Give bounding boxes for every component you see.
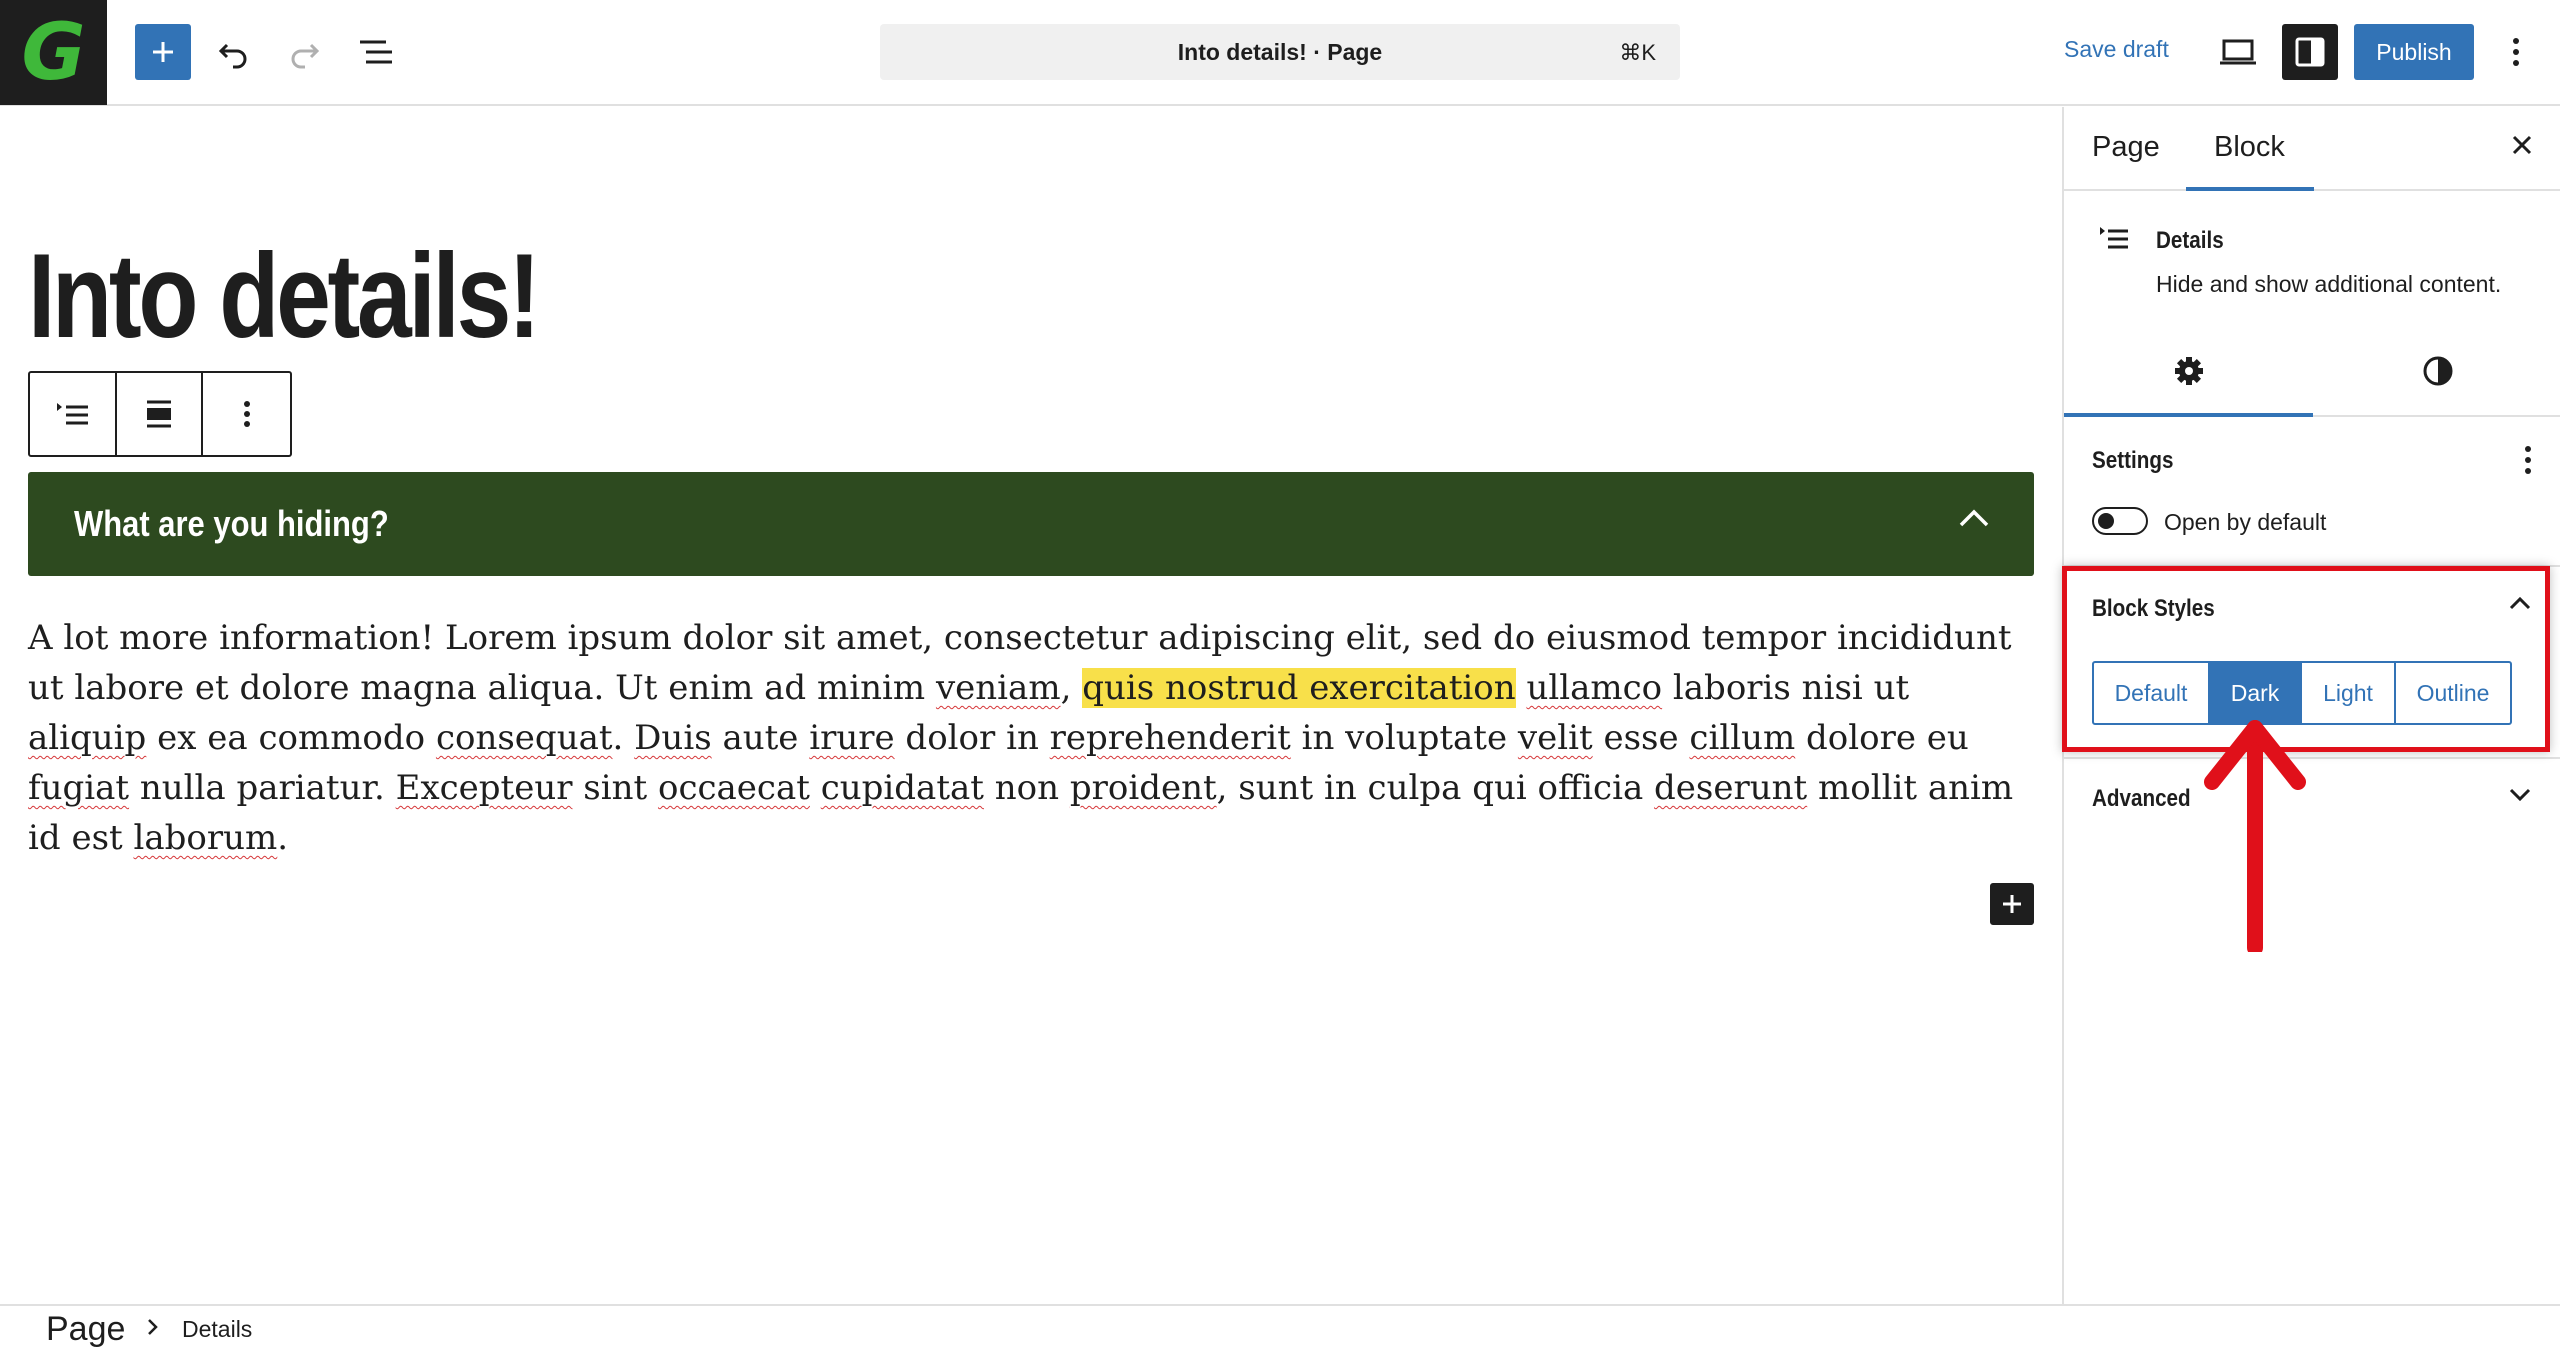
document-overview-button[interactable] bbox=[348, 24, 404, 80]
undo-button[interactable] bbox=[206, 24, 262, 80]
close-icon[interactable] bbox=[2510, 133, 2534, 157]
logo-letter: G bbox=[21, 7, 86, 98]
align-button[interactable] bbox=[117, 373, 204, 455]
details-block-icon bbox=[2098, 225, 2130, 251]
misspelled-word: cillum bbox=[1689, 718, 1796, 758]
misspelled-word: deserunt bbox=[1654, 768, 1808, 808]
plus-icon bbox=[2000, 892, 2024, 916]
settings-sidebar-toggle[interactable] bbox=[2282, 24, 2338, 80]
tab-styles[interactable] bbox=[2313, 325, 2560, 417]
misspelled-word: Duis bbox=[634, 718, 712, 758]
open-by-default-toggle[interactable] bbox=[2092, 507, 2148, 535]
plus-icon bbox=[148, 37, 178, 67]
paragraph-text: non bbox=[983, 768, 1070, 808]
toggle-knob bbox=[2098, 513, 2114, 529]
misspelled-word: consequat bbox=[435, 718, 613, 758]
misspelled-word: aliquip bbox=[28, 718, 147, 758]
misspelled-word: velit bbox=[1517, 718, 1593, 758]
document-title: Into details! · Page bbox=[1177, 38, 1383, 65]
block-type-button[interactable] bbox=[30, 373, 117, 455]
tab-block[interactable]: Block bbox=[2214, 131, 2285, 163]
gear-icon bbox=[2173, 355, 2205, 387]
page-title[interactable]: Into details! bbox=[28, 229, 538, 363]
style-option-default[interactable]: Default bbox=[2094, 663, 2210, 723]
align-wide-icon bbox=[144, 399, 174, 429]
sidebar-tabs bbox=[2064, 107, 2560, 191]
contrast-icon bbox=[2422, 355, 2454, 387]
paragraph-text: mollit anim id est bbox=[28, 768, 2014, 858]
settings-panel-heading: Settings bbox=[2092, 447, 2174, 474]
paragraph-text: A lot more information! Lorem ipsum dolor sit amet, consectetur adipiscing elit, sed do eiusmod tempor incididunt ut labore et dolore magna aliqua. Ut enim ad minim bbox=[28, 618, 2012, 708]
paragraph-text: esse bbox=[1592, 718, 1690, 758]
highlighted-text: quis nostrud exercitation bbox=[1082, 668, 1516, 708]
misspelled-word: proident bbox=[1069, 768, 1217, 808]
preview-button[interactable] bbox=[2210, 24, 2266, 80]
misspelled-word: reprehenderit bbox=[1049, 718, 1291, 758]
publish-button[interactable]: Publish bbox=[2354, 24, 2474, 80]
save-draft-button[interactable]: Save draft bbox=[2064, 36, 2169, 62]
site-logo[interactable] bbox=[0, 0, 107, 105]
misspelled-word: cupidatat bbox=[820, 768, 984, 808]
desktop-icon bbox=[2219, 37, 2257, 67]
more-vertical-icon bbox=[243, 400, 251, 428]
paragraph-text: dolor in bbox=[894, 718, 1050, 758]
details-content-paragraph[interactable] bbox=[28, 613, 2038, 863]
paragraph-text: aute bbox=[711, 718, 810, 758]
block-card-title: Details bbox=[2156, 227, 2224, 254]
annotation-arrow-icon bbox=[2200, 700, 2310, 952]
details-block-icon bbox=[55, 401, 89, 427]
redo-icon bbox=[287, 35, 321, 69]
chevron-right-icon bbox=[146, 1316, 160, 1338]
open-by-default-label[interactable]: Open by default bbox=[2164, 509, 2327, 535]
style-option-dark[interactable]: Dark bbox=[2210, 663, 2302, 723]
misspelled-word: veniam bbox=[935, 668, 1061, 708]
active-tab-indicator bbox=[2186, 187, 2314, 191]
options-menu-button[interactable] bbox=[2488, 24, 2544, 80]
breadcrumb-details[interactable]: Details bbox=[182, 1316, 253, 1342]
block-inserter-button[interactable] bbox=[135, 24, 191, 80]
command-palette-bar[interactable] bbox=[880, 24, 1680, 80]
misspelled-word: occaecat bbox=[657, 768, 810, 808]
chevron-up-icon bbox=[1958, 508, 1990, 528]
undo-icon bbox=[217, 35, 251, 69]
block-breadcrumb bbox=[0, 1304, 2560, 1349]
paragraph-text: sint bbox=[572, 768, 658, 808]
tab-page[interactable]: Page bbox=[2092, 131, 2160, 163]
breadcrumb-page[interactable]: Page bbox=[46, 1310, 126, 1348]
editor-canvas[interactable] bbox=[0, 107, 2062, 1304]
paragraph-text: laboris nisi ut bbox=[1662, 668, 1910, 708]
paragraph-text: , bbox=[1060, 668, 1083, 708]
misspelled-word: fugiat bbox=[28, 768, 130, 808]
add-block-button[interactable] bbox=[1990, 883, 2034, 925]
paragraph-text: nulla pariatur. bbox=[129, 768, 396, 808]
block-card-description: Hide and show additional content. bbox=[2156, 271, 2502, 297]
misspelled-word: ullamco bbox=[1526, 668, 1663, 708]
block-options-button[interactable] bbox=[203, 373, 290, 455]
sidebar-icon bbox=[2294, 36, 2326, 68]
tab-settings[interactable] bbox=[2064, 325, 2313, 417]
active-subtab-indicator bbox=[2064, 413, 2313, 417]
paragraph-text: , sunt in culpa qui officia bbox=[1216, 768, 1655, 808]
paragraph-text: ex ea commodo bbox=[146, 718, 436, 758]
list-view-icon bbox=[358, 37, 394, 67]
misspelled-word: irure bbox=[809, 718, 895, 758]
advanced-panel-heading[interactable]: Advanced bbox=[2092, 785, 2191, 812]
misspelled-word: Excepteur bbox=[395, 768, 573, 808]
details-summary[interactable] bbox=[28, 472, 2034, 576]
misspelled-word: laborum bbox=[133, 818, 278, 858]
paragraph-text: dolore eu bbox=[1795, 718, 1969, 758]
paragraph-text: . bbox=[612, 718, 635, 758]
redo-button[interactable] bbox=[276, 24, 332, 80]
paragraph-text bbox=[1516, 668, 1527, 708]
editor-header bbox=[0, 0, 2560, 106]
style-option-light[interactable]: Light bbox=[2302, 663, 2396, 723]
block-toolbar bbox=[28, 371, 292, 457]
inspector-tabs bbox=[2064, 325, 2560, 417]
paragraph-text bbox=[810, 768, 821, 808]
command-shortcut: ⌘K bbox=[1619, 40, 1656, 65]
divider bbox=[2064, 757, 2560, 759]
paragraph-text: . bbox=[277, 818, 289, 858]
block-styles-heading[interactable]: Block Styles bbox=[2092, 595, 2215, 622]
details-summary-text[interactable]: What are you hiding? bbox=[74, 503, 389, 544]
more-vertical-icon bbox=[2512, 37, 2520, 67]
paragraph-text: in voluptate bbox=[1290, 718, 1518, 758]
chevron-down-icon[interactable] bbox=[2508, 787, 2532, 803]
style-option-outline[interactable]: Outline bbox=[2416, 679, 2490, 706]
more-vertical-icon[interactable] bbox=[2524, 445, 2532, 475]
